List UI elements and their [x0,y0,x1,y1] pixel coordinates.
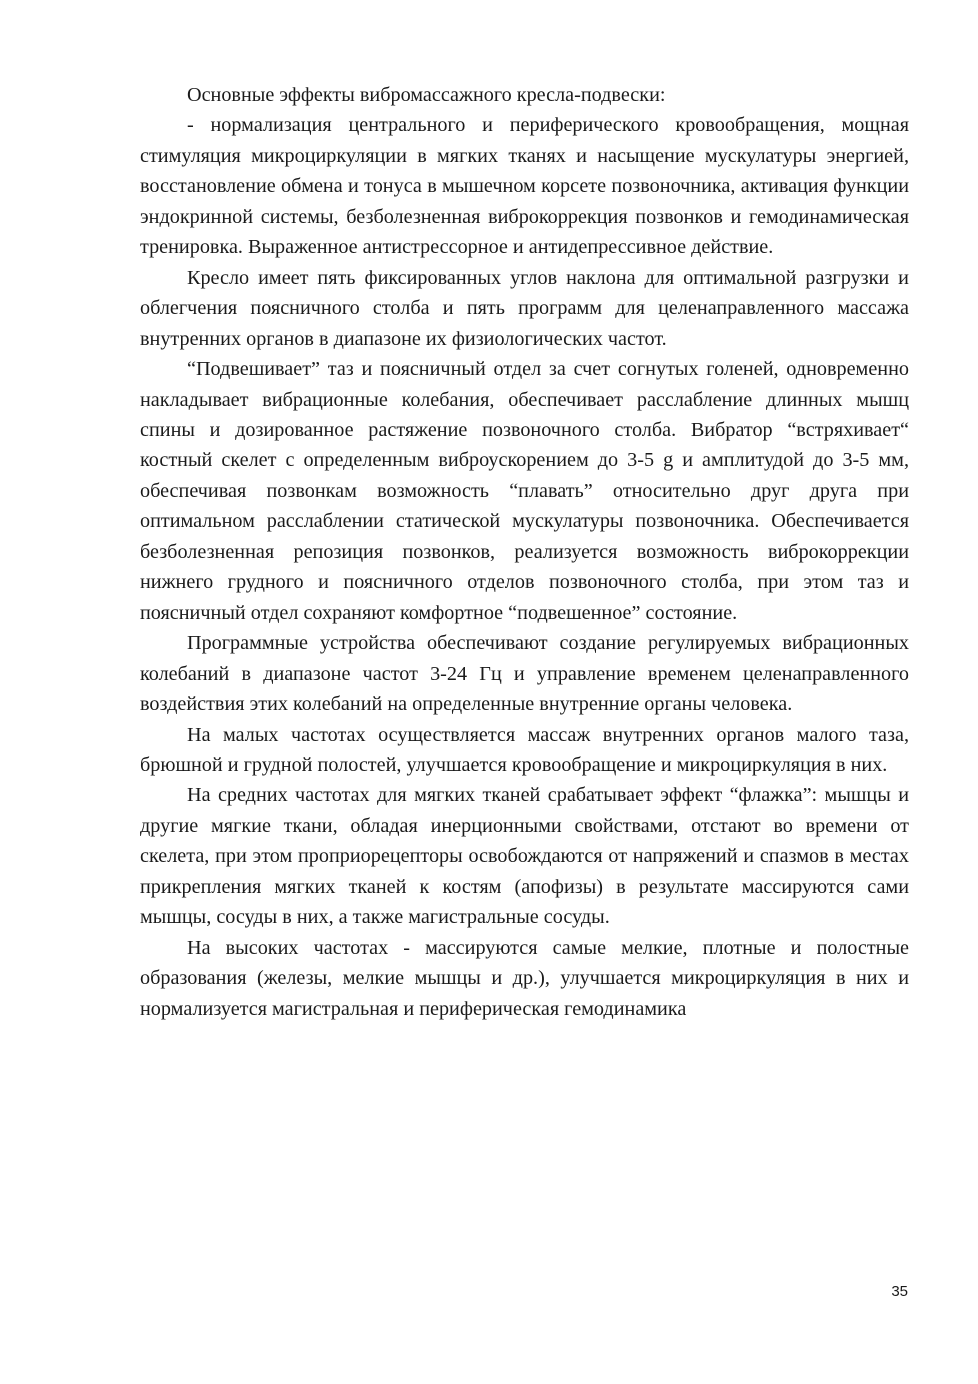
paragraph-high-frequencies: На высоких частотах - массируются самые мелкие, плотные и полостные образования (железы, мелкие мышцы и др.), улучшается микроциркуляция в них и нормализуется магистральная и периферическая гемодинамика [140,936,909,1020]
paragraph-low-frequencies: На малых частотах осуществляется массаж внутренних органов малого таза, брюшной и грудной полостей, улучшается кровообращение и микроциркуляция в них. [140,723,909,776]
paragraph-effects-list: - нормализация центрального и периферического кровообращения, мощная стимуляция микроциркуляции в мягких тканях и насыщение мускулатуры энергией, восстановление обмена и тонуса в мышечном корсете позвоночника, активация функции эндокринной системы, безболезненная виброкоррекция позвонков и гемодинамическая тренировка. Выраженное антистрессорное и антидепрессивное действие. [140,114,909,259]
document-body [140,80,909,1024]
paragraph-program-devices: Программные устройства обеспечивают создание регулируемых вибрационных колебаний в диапазоне частот 3-24 Гц и управление временем целенаправленного воздействия этих колебаний на определенные внутренние органы человека. [140,632,909,716]
paragraph-mid-frequencies: На средних частотах для мягких тканей срабатывает эффект “флажка”: мышцы и другие мягкие ткани, обладая инерционными свойствами, отстают во времени от скелета, при этом проприорецепторы освобождаются от напряжений и спазмов в местах прикрепления мягких тканей к костям (апофизы) в результате массируются сами мышцы, сосуды в них, а также магистральные сосуды. [140,784,909,929]
paragraph-chair-angles: Кресло имеет пять фиксированных углов наклона для оптимальной разгрузки и облегчения поясничного столба и пять программ для целенаправленного массажа внутренних органов в диапазоне их физиологических частот. [140,266,909,350]
paragraph-suspension: “Подвешивает” таз и поясничный отдел за счет согнутых голеней, одновременно накладывает вибрационные колебания, обеспечивает расслабление длинных мышц спины и дозированное растяжение позвоночного столба. Вибратор “встряхивает“ костный скелет с определенным виброускорением до 3-5 g и амплитудой до 3-5 мм, обеспечивая позвонкам возможность “плавать” относительно друг друга при оптимальном расслаблении статической мускулатуры позвоночника. Обеспечивается безболезненная репозиция позвонков, реализуется возможность виброкоррекции нижнего грудного и поясничного отделов позвоночного столба, при этом таз и поясничный отдел сохраняют комфортное “подвешенное” состояние. [140,358,909,624]
paragraph-effects-heading: Основные эффекты вибромассажного кресла-подвески: [187,84,666,106]
page-number: 35 [891,1283,908,1300]
